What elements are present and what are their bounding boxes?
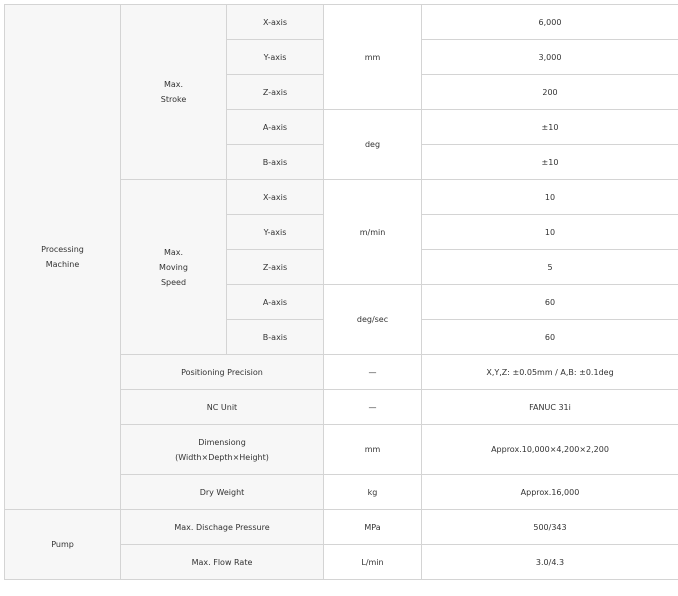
axis-label: B-axis: [227, 145, 324, 180]
unit-cell: deg/sec: [324, 285, 422, 355]
label-line: (Width×Depth×Height): [175, 452, 269, 462]
value-cell: 3.0/4.3: [422, 545, 678, 580]
label-line: Moving: [159, 262, 188, 272]
positioning-precision-label: Positioning Precision: [121, 355, 324, 390]
unit-cell: MPa: [324, 510, 422, 545]
value-cell: Approx.10,000×4,200×2,200: [422, 425, 678, 475]
unit-cell: —: [324, 355, 422, 390]
unit-cell: deg: [324, 110, 422, 180]
label-line: Dimensiong: [198, 437, 246, 447]
value-cell: ±10: [422, 110, 678, 145]
value-cell: 5: [422, 250, 678, 285]
unit-cell: mm: [324, 425, 422, 475]
group-processing-machine: [5, 5, 121, 510]
unit-cell: —: [324, 390, 422, 425]
axis-label: Y-axis: [227, 215, 324, 250]
unit-cell: mm: [324, 5, 422, 110]
unit-cell: kg: [324, 475, 422, 510]
value-cell: X,Y,Z: ±0.05mm / A,B: ±0.1deg: [422, 355, 678, 390]
axis-label: A-axis: [227, 285, 324, 320]
value-cell: 60: [422, 320, 678, 355]
unit-cell: m/min: [324, 180, 422, 285]
value-cell: FANUC 31i: [422, 390, 678, 425]
value-cell: Approx.16,000: [422, 475, 678, 510]
label-line: Max.: [163, 80, 184, 89]
dry-weight-label: Dry Weight: [121, 475, 324, 510]
value-cell: 3,000: [422, 40, 678, 75]
value-cell: 10: [422, 180, 678, 215]
value-cell: 10: [422, 215, 678, 250]
axis-label: Z-axis: [227, 75, 324, 110]
spec-table: [4, 4, 678, 580]
label-line: Stroke: [160, 95, 187, 104]
group-pump: Pump: [5, 510, 121, 580]
table-row: [5, 510, 678, 545]
value-cell: 60: [422, 285, 678, 320]
value-cell: 6,000: [422, 5, 678, 40]
value-cell: ±10: [422, 145, 678, 180]
value-cell: 500/343: [422, 510, 678, 545]
axis-label: Z-axis: [227, 250, 324, 285]
axis-label: A-axis: [227, 110, 324, 145]
label-line: Speed: [160, 277, 187, 287]
axis-label: Y-axis: [227, 40, 324, 75]
axis-label: B-axis: [227, 320, 324, 355]
axis-label: X-axis: [227, 5, 324, 40]
group-label-line: Machine: [45, 260, 80, 269]
dimension-label: [121, 425, 324, 475]
unit-cell: L/min: [324, 545, 422, 580]
label-line: Max.: [163, 247, 184, 257]
max-moving-speed-label: [121, 180, 227, 355]
max-flow-rate-label: Max. Flow Rate: [121, 545, 324, 580]
value-cell: 200: [422, 75, 678, 110]
group-label-line: Processing: [41, 245, 84, 254]
max-stroke-label: [121, 5, 227, 180]
axis-label: X-axis: [227, 180, 324, 215]
nc-unit-label: NC Unit: [121, 390, 324, 425]
max-discharge-pressure-label: Max. Dischage Pressure: [121, 510, 324, 545]
table-row: [5, 5, 678, 40]
